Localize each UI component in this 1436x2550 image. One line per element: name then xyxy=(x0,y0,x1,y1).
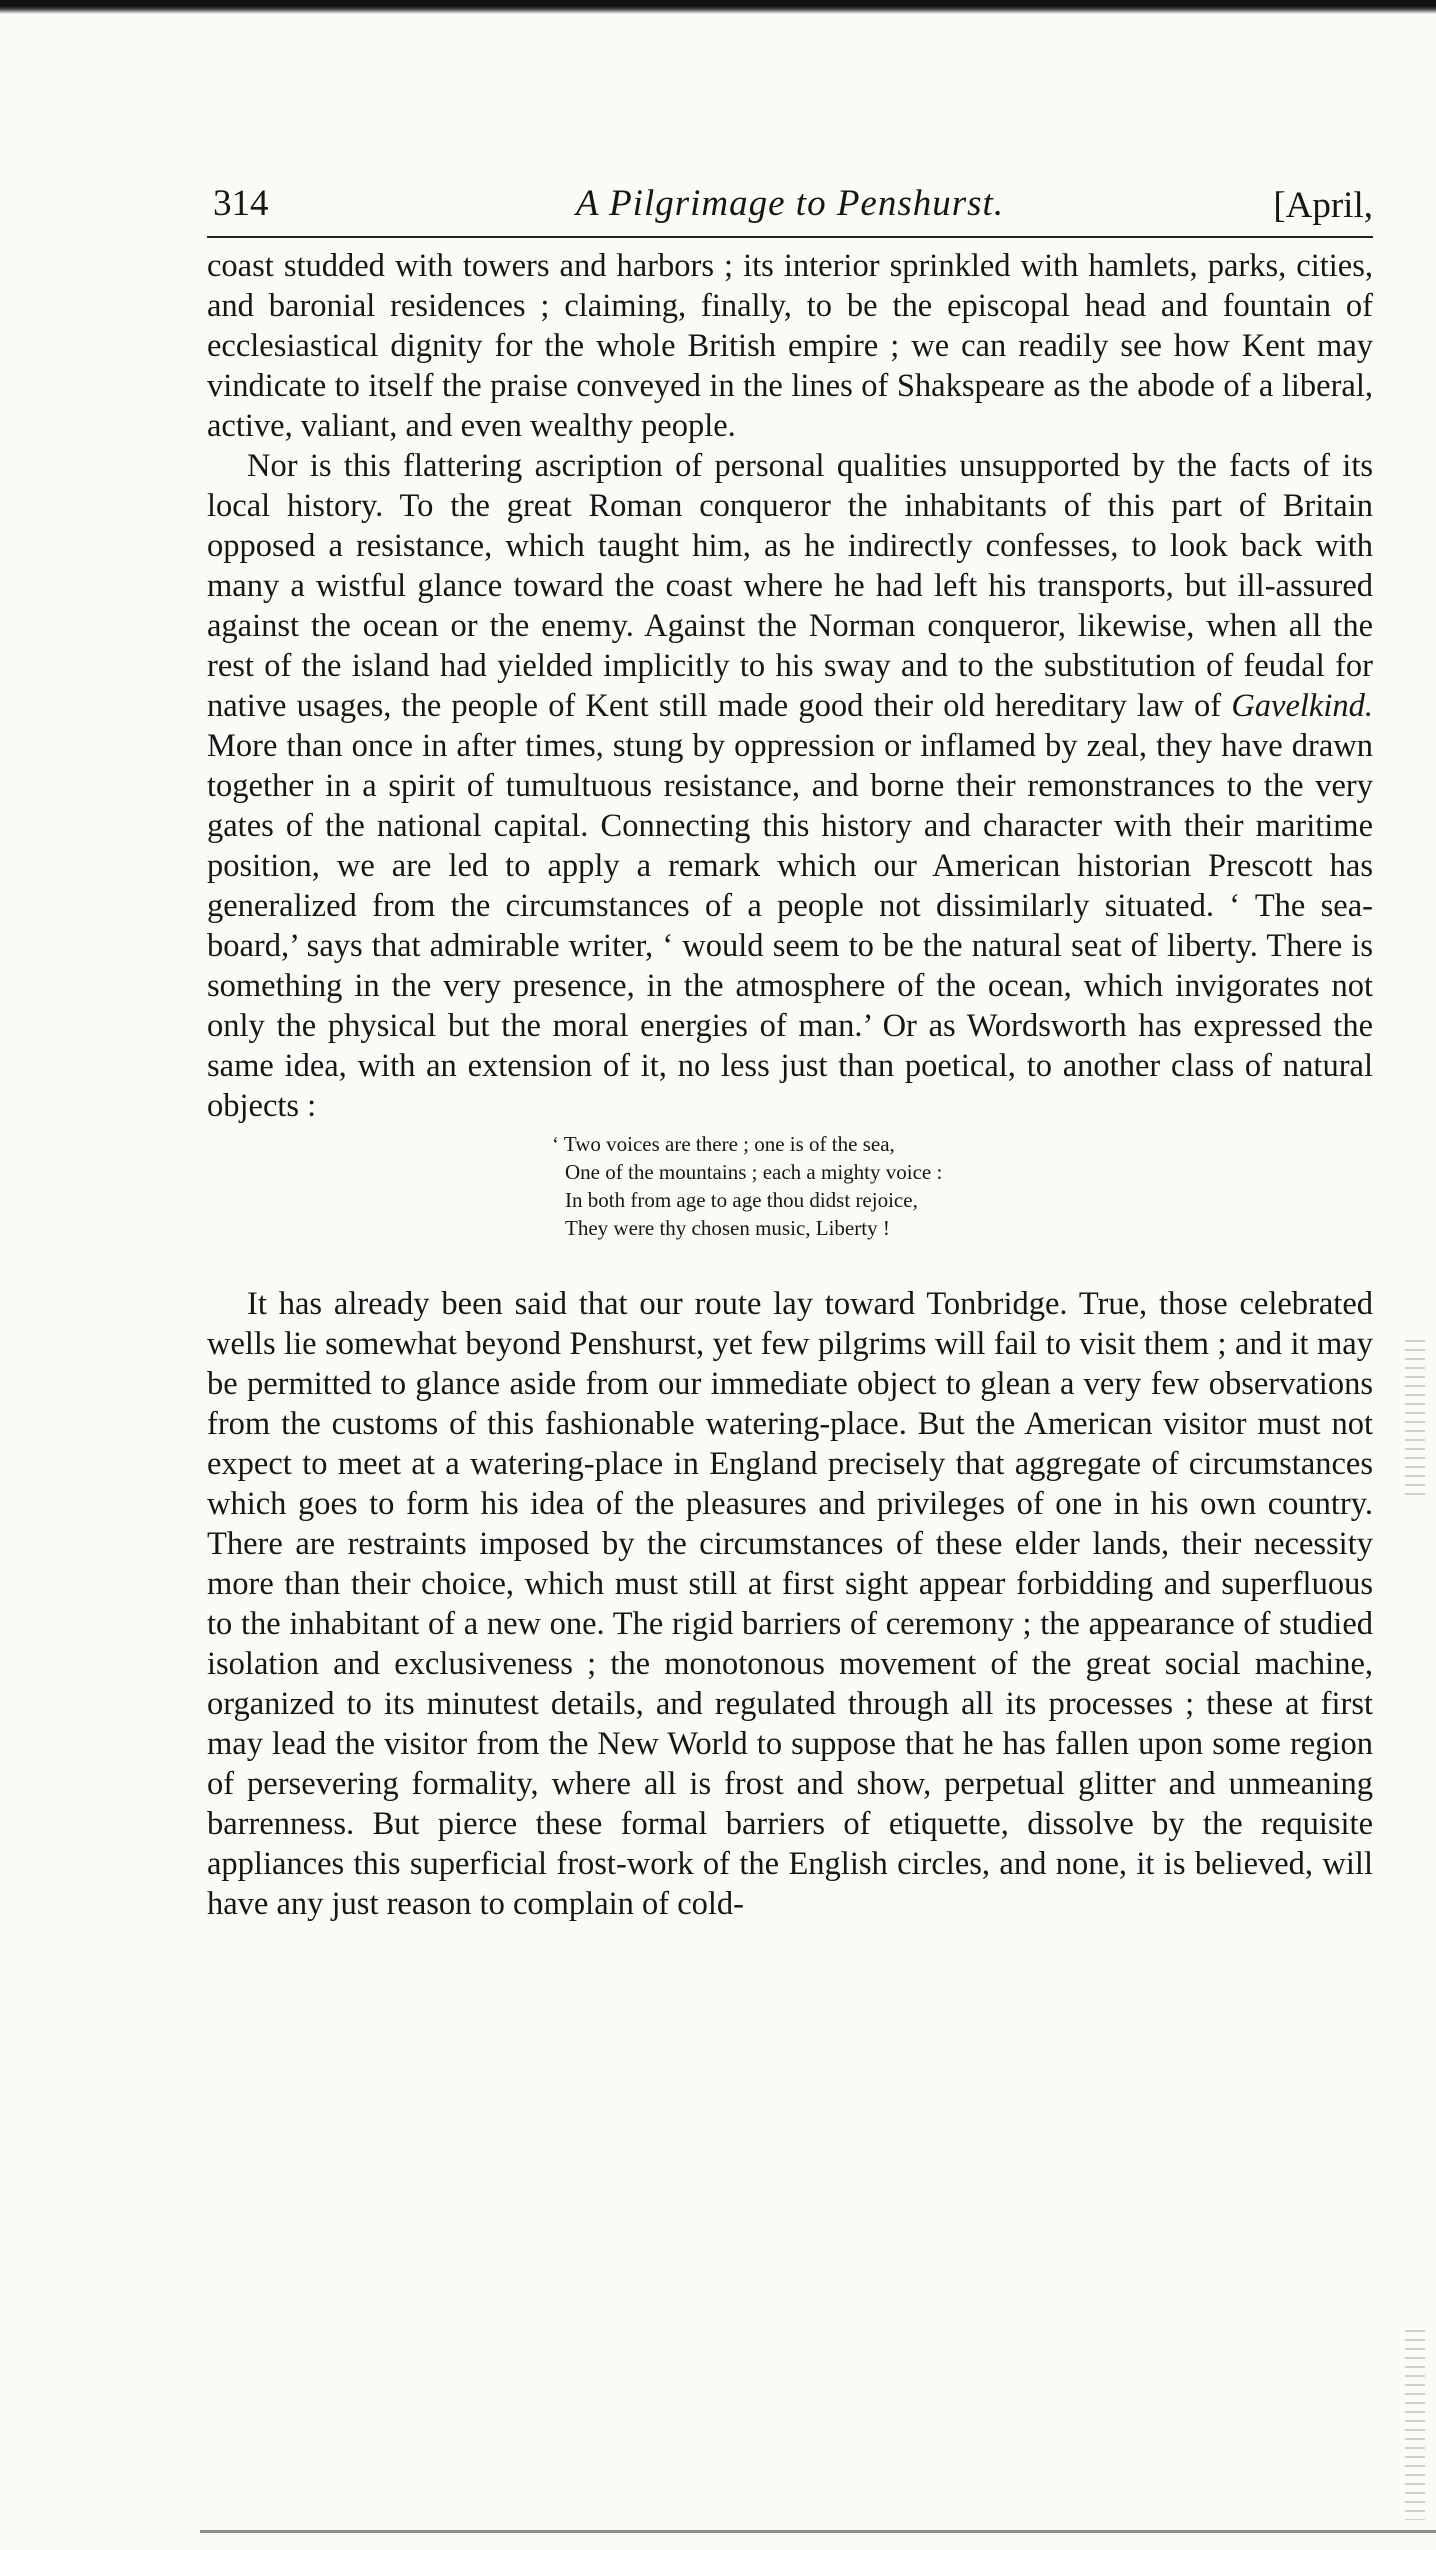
body-text xyxy=(207,246,1373,1924)
italic-term: Gavelkind. xyxy=(1231,688,1373,724)
page-number: 314 xyxy=(213,183,269,224)
verse-line: ‘ Two voices are there ; one is of the sea, xyxy=(552,1132,895,1156)
verse-quotation xyxy=(552,1130,1373,1242)
paragraph: coast studded with towers and harbors ; its interior sprinkled with hamlets, parks, cities, and baronial residences ; claiming, finally, to be the episcopal head and fountain of ecclesiastical dignity for the whole British empire ; we can readily see how Kent may vindicate to itself the praise conveyed in the lines of Shakspeare as the abode of a liberal, active, valiant, and even wealthy people. xyxy=(207,248,1373,444)
page-bottom-edge xyxy=(200,2530,1436,2533)
page-top-edge xyxy=(0,0,1436,14)
verse-line: In both from age to age thou didst rejoice, xyxy=(565,1188,918,1212)
running-month: [April, xyxy=(1273,185,1373,226)
paragraph-text: Nor is this flattering ascription of personal qualities unsupported by the facts of its local history. To the great Roman conqueror the inhabitants of this part of Britain opposed a resistance, which taught him, as he indirectly confesses, to look back with many a wistful glance toward the coast where he had left his transports, but ill-assured against the ocean or the enemy. Against the Norman conqueror, likewise, when all the rest of the island had yielded implicitly to his sway and to the substitution of feudal for native usages, the people of Kent still made good their old hereditary law of xyxy=(207,448,1373,724)
running-title: A Pilgrimage to Penshurst. xyxy=(575,183,1005,224)
verse-line: One of the mountains ; each a mighty voice : xyxy=(565,1160,943,1184)
paragraph-text: More than once in after times, stung by oppression or inflamed by zeal, they have drawn together in a spirit of tumultuous resistance, and borne their remonstrances to the very gates of the national capital. Connecting this history and character with their maritime position, we are led to apply a remark which our American historian Prescott has generalized from the circumstances of a people not dissimilarly situated. ‘ The sea-board,’ says that admirable writer, ‘ would seem to be the natural seat of liberty. There is something in the very presence, in the atmosphere of the ocean, which invigorates not only the physical but the moral energies of man.’ Or as Wordsworth has expressed the same idea, with an extension of it, no less just than poetical, to another class of natural objects : xyxy=(207,728,1373,1124)
header-rule xyxy=(207,236,1373,238)
paragraph xyxy=(207,446,1373,1126)
running-head xyxy=(207,170,1373,236)
verse-line: They were thy chosen music, Liberty ! xyxy=(565,1216,890,1240)
book-page xyxy=(207,170,1373,1924)
paragraph: It has already been said that our route lay toward Tonbridge. True, those celebrated wells lie somewhat beyond Penshurst, yet few pilgrims will fail to visit them ; and it may be permitted to glance aside from our immediate object to glean a very few observations from the customs of this fashionable watering-place. But the American visitor must not expect to meet at a watering-place in England precisely that aggregate of circumstances which goes to form his idea of the pleasures and privileges of one in his own country. There are restraints imposed by the circumstances of these elder lands, their necessity more than their choice, which must still at first sight appear forbidding and superfluous to the inhabitant of a new one. The rigid barriers of ceremony ; the appearance of studied isolation and exclusiveness ; the monotonous movement of the great social machine, organized to its minutest details, and regulated through all its processes ; these at first may lead the visitor from the New World to suppose that he has fallen upon some region of persevering formality, where all is frost and show, perpetual glitter and unmeaning barrenness. But pierce these formal barriers of etiquette, dissolve by the requisite appliances this superficial frost-work of the English circles, and none, it is believed, will have any just reason to complain of cold- xyxy=(207,1286,1373,1922)
margin-speckle xyxy=(1405,2330,1425,2520)
margin-speckle xyxy=(1405,1340,1425,1500)
